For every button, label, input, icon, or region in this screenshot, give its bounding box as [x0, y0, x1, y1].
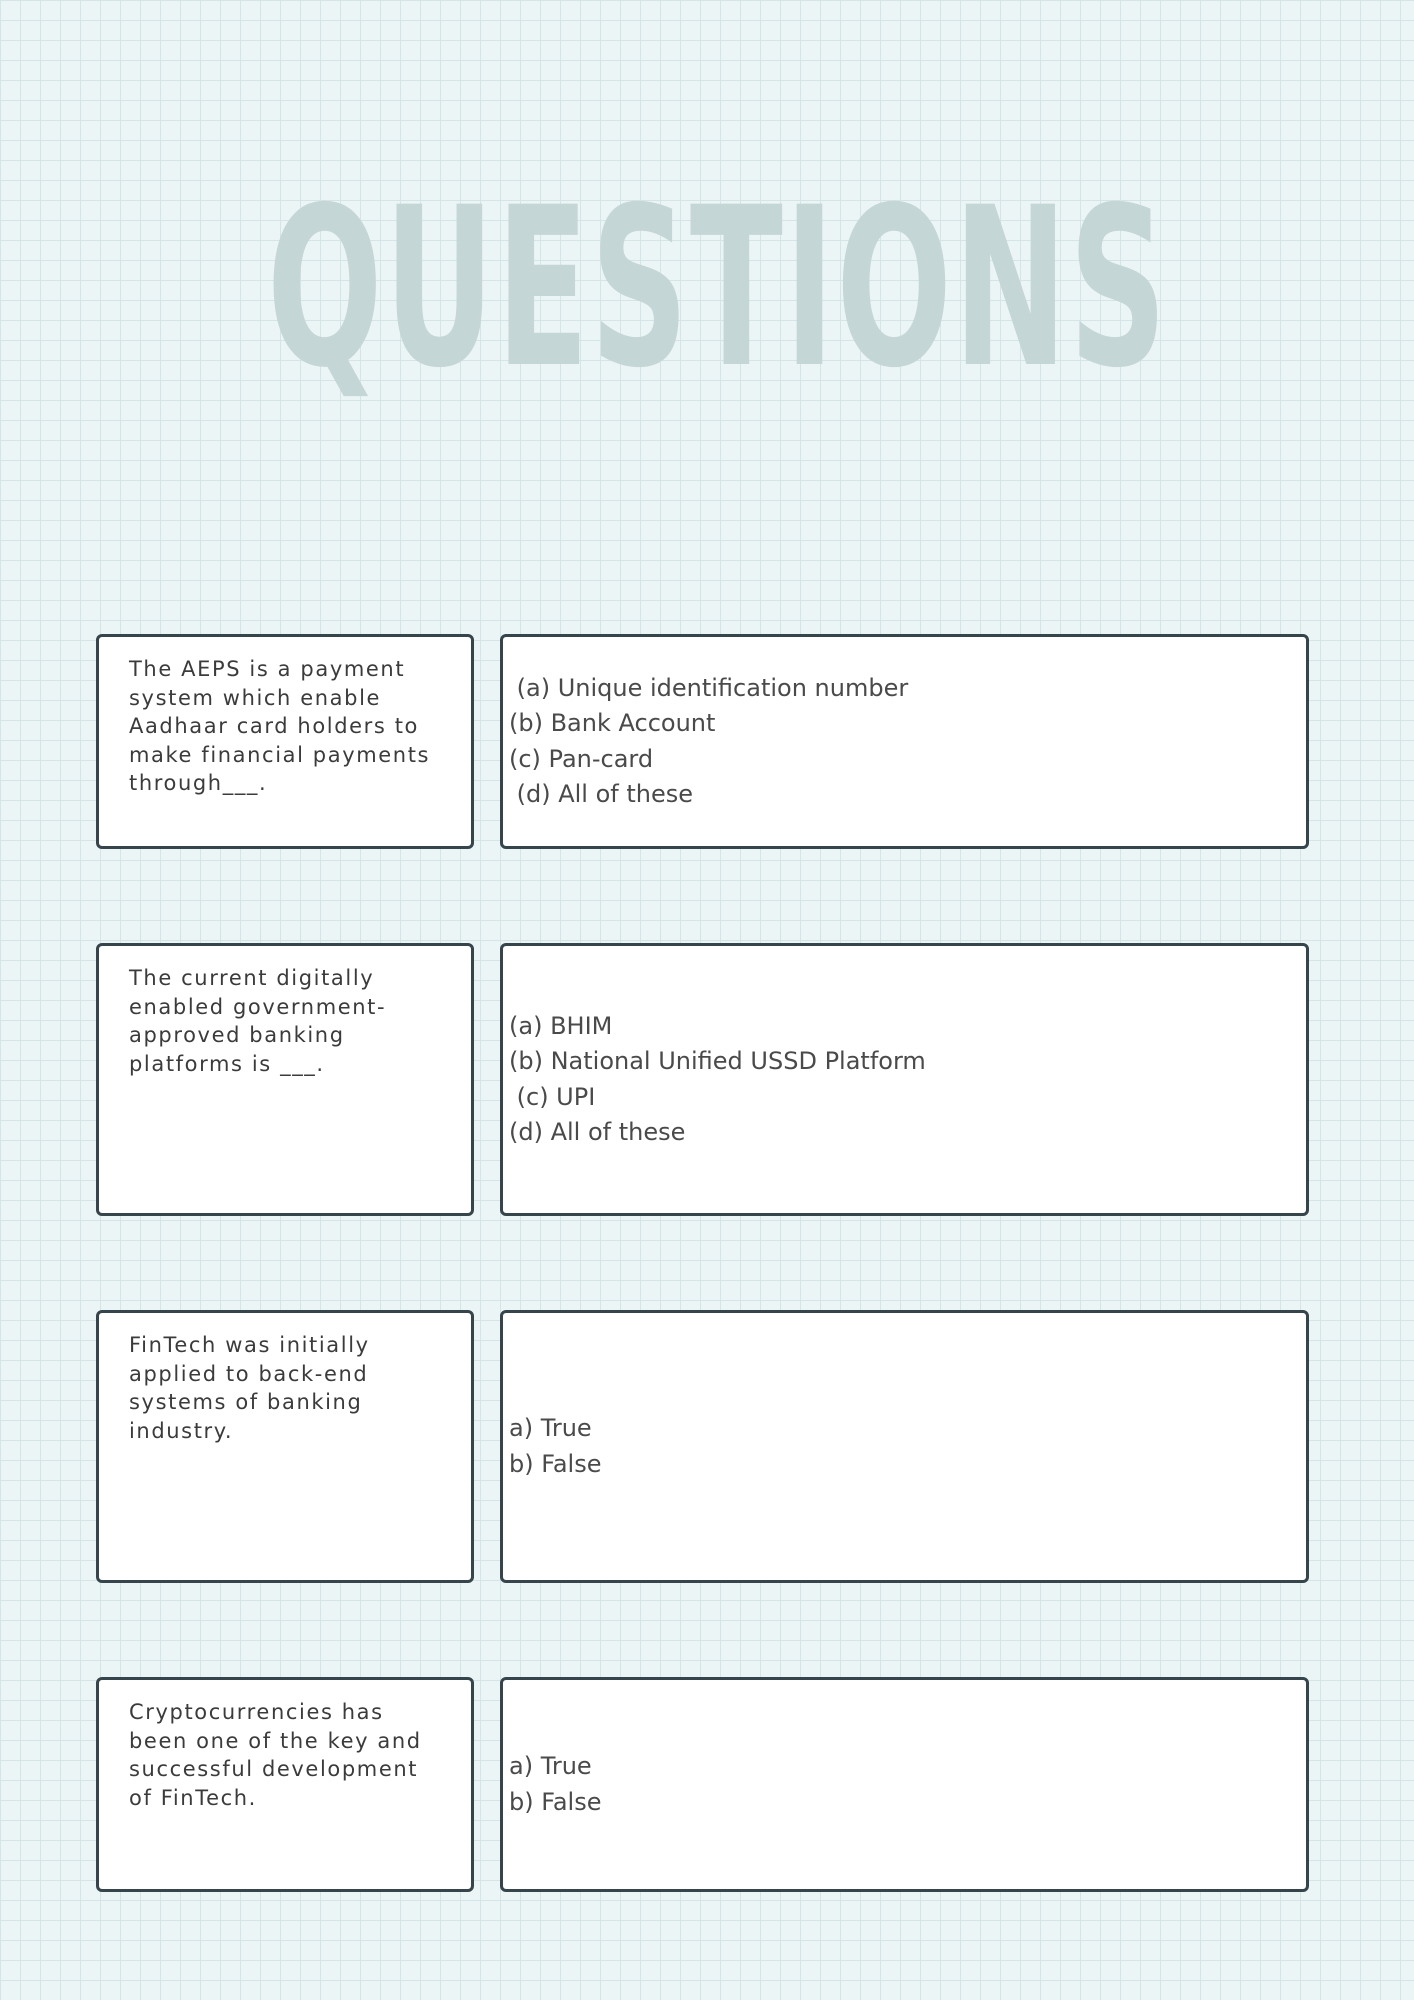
option-2c: (c) UPI: [509, 1082, 596, 1111]
question-text-3: FinTech was initially applied to back-end systems of banking industry.: [129, 1333, 370, 1443]
option-1c: (c) Pan-card: [509, 744, 654, 773]
option-2a: (a) BHIM: [509, 1011, 613, 1040]
option-2b: (b) National Unified USSD Platform: [509, 1047, 926, 1075]
question-box-4: [96, 1677, 474, 1892]
option-2d: (d) All of these: [509, 1118, 686, 1146]
question-text-1: The AEPS is a payment system which enable Aadhaar card holders to make financial payments through___.: [129, 657, 431, 795]
question-text-4: Cryptocurrencies has been one of the key and successful development of FinTech.: [129, 1700, 422, 1810]
option-1a: (a) Unique identification number: [509, 673, 909, 702]
option-4b: b) False: [509, 1787, 602, 1816]
question-box-3: [96, 1310, 474, 1583]
answer-box-2: [500, 943, 1309, 1216]
answer-box-3: [500, 1310, 1309, 1583]
page-title: QUESTIONS: [266, 160, 1169, 416]
option-3b: b) False: [509, 1449, 602, 1478]
answer-box-4: [500, 1677, 1309, 1892]
option-4a: a) True: [509, 1752, 592, 1780]
question-box-1: [96, 634, 474, 849]
question-box-2: [96, 943, 474, 1216]
option-1d: (d) All of these: [509, 780, 694, 808]
option-3a: a) True: [509, 1414, 592, 1442]
answer-box-1: [500, 634, 1309, 849]
question-text-2: The current digitally enabled government-approved banking platforms is ___.: [129, 966, 387, 1076]
option-1b: (b) Bank Account: [509, 709, 716, 737]
